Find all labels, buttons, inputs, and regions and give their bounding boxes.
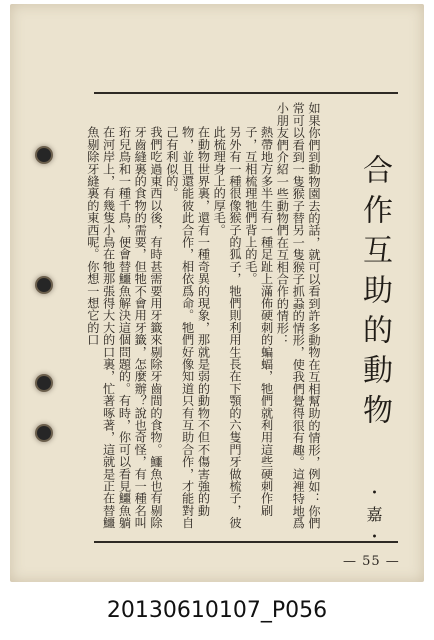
paragraph: 另外有一種很像猴子的狐子，牠們則利用生長在下顎的六隻門牙做梳子，彼此梳理身上的厚毛。: [212, 126, 243, 529]
page-number: — 55 —: [343, 554, 400, 569]
document-page: [10, 4, 424, 582]
paragraph: 熱帶地方多半生有一種足趾上滿佈硬刺的蝙蝠，牠們就利用這些硬刺作刷子，互相梳理牠們背上的毛。: [243, 126, 274, 517]
paragraph: 在動物世界裏，還有一種奇異的現象，那就是弱的動物不但不傷害強的動物，並且還能彼此合作，相依爲命。牠們好像知道只有互助合作，才能對自己有利似的。: [164, 126, 211, 529]
paragraph: 我們吃過東西以後，有時甚需要用牙籤來剔除牙齒間的食物。鱷魚也有剔除牙齒縫裏的食物的需要，但牠不會用牙籤，怎麼辦？說也奇怪，有一種名叫珩兒鳥和一種千鳥，便會替鱷魚解決這個問題的。有時，你可以看見鱷魚躺在河岸上，有幾隻小鳥在牠那張得大大的口裏，忙著啄著，這就是正在替鱷魚剔除牙縫裏的東西呢。你想一想它的口: [85, 126, 164, 529]
article-title: 合作互助的動物: [357, 154, 392, 434]
author-name: ・嘉・: [364, 484, 383, 550]
binder-hole: [37, 426, 51, 440]
bottom-rule: [94, 541, 398, 543]
article-body: [85, 102, 321, 532]
top-rule: [94, 92, 398, 94]
binder-hole: [37, 376, 51, 390]
image-caption: 20130610107_P056: [106, 598, 328, 623]
paragraph: 如果你們到動物園去的話，就可以看到許多動物在互相幫助的情形，例如：你們常可以看到一隻猴子替另一隻猴子抓蝨的情形，使我們覺得很有趣。這裡特地爲小朋友們介紹一些動物們在互相合作的情形：: [275, 102, 321, 529]
binder-hole: [37, 148, 51, 162]
binder-hole: [37, 278, 51, 292]
